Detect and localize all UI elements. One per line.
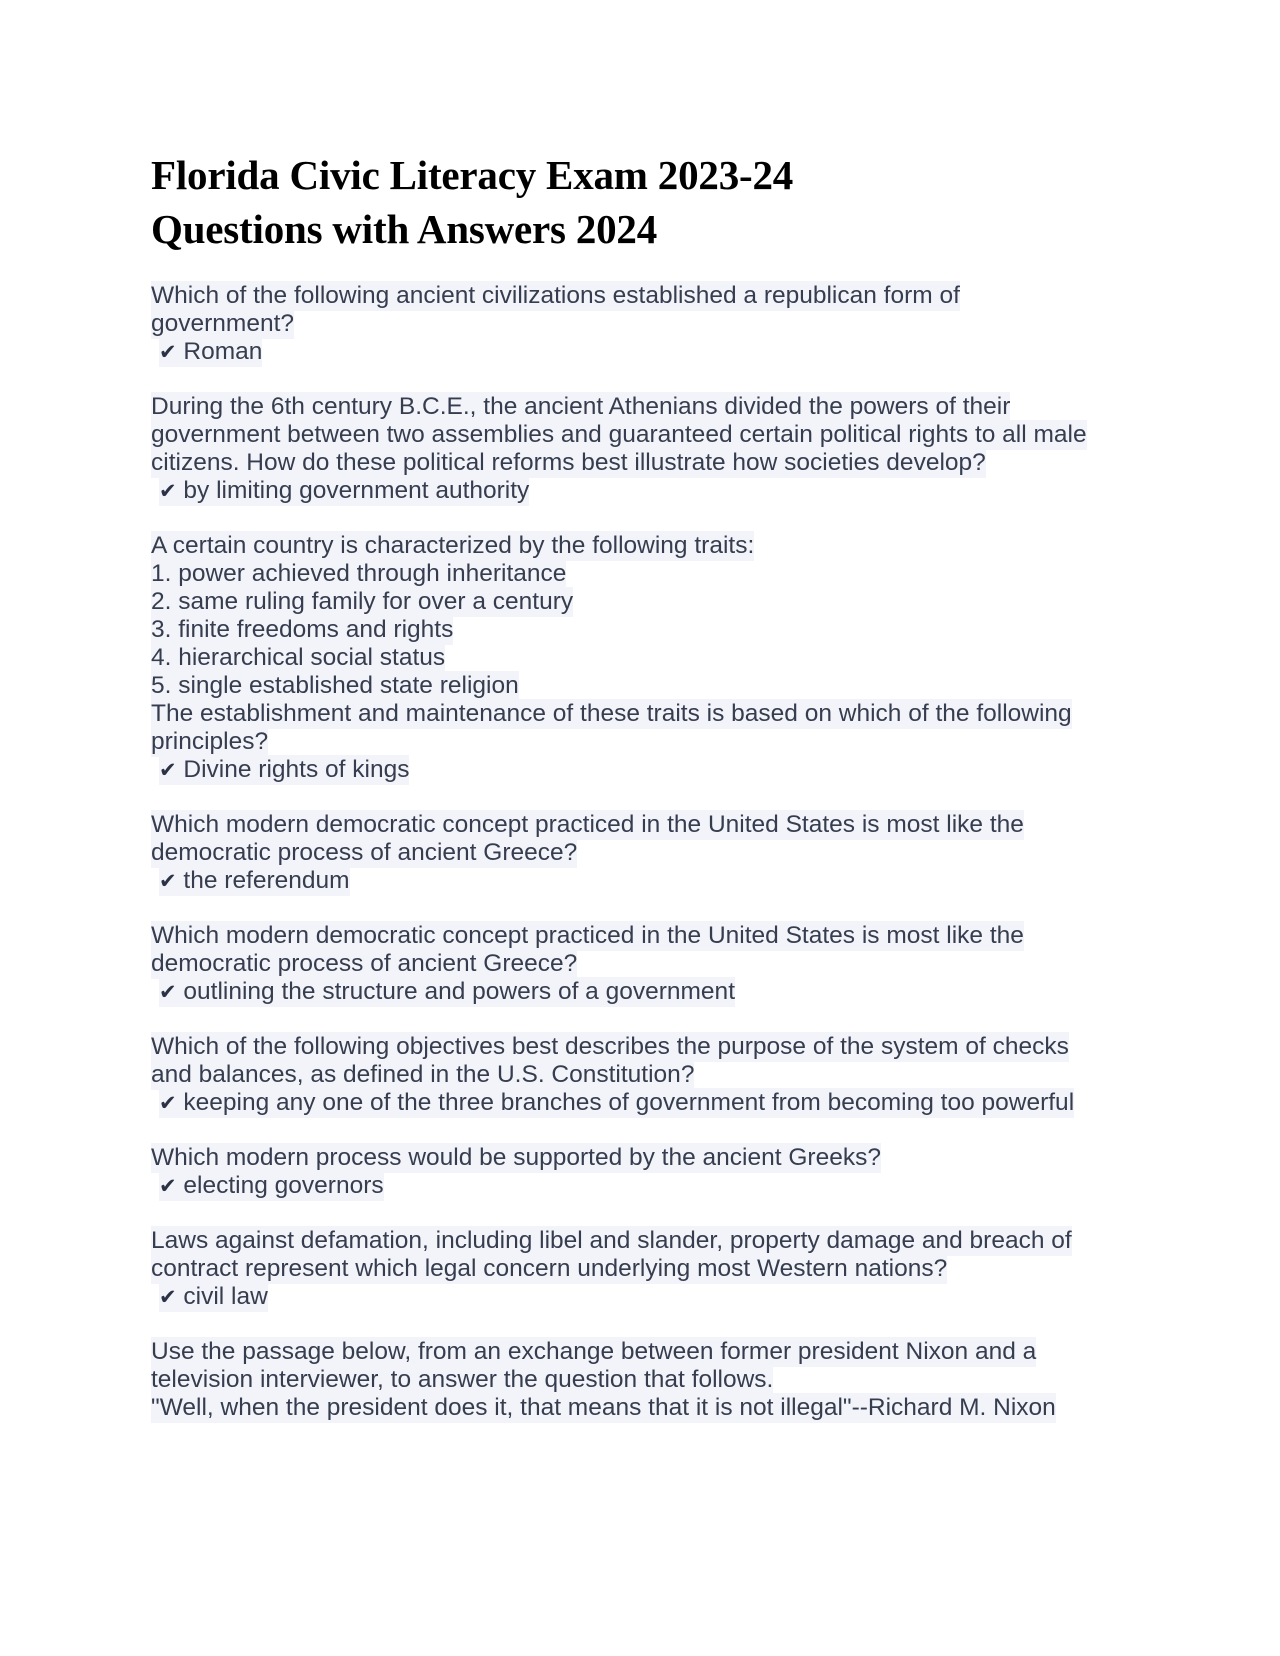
check-icon: ✔ — [159, 340, 177, 364]
qa-block — [151, 811, 1101, 895]
qa-block — [151, 532, 1101, 784]
qa-block — [151, 1338, 1101, 1422]
answer-label: keeping any one of the three branches of government from becoming too powerful — [183, 1089, 1075, 1116]
question-text — [151, 1338, 1101, 1394]
trait-label: 3. finite freedoms and rights — [151, 616, 454, 643]
qa-block — [151, 1033, 1101, 1117]
answer-highlight — [159, 1088, 1074, 1118]
question-text — [151, 1144, 1101, 1172]
question-intro-label: A certain country is characterized by the following traits: — [151, 532, 755, 559]
question-label: Which of the following ancient civilizations established a republican form of government? — [151, 282, 960, 337]
check-icon: ✔ — [159, 1174, 177, 1198]
question-label: Which modern process would be supported by the ancient Greeks? — [151, 1144, 881, 1171]
answer-row — [151, 1283, 1101, 1311]
check-icon: ✔ — [159, 1285, 177, 1309]
question-label: Which modern democratic concept practiced in the United States is most like the democratic process of ancient Greece? — [151, 811, 1024, 866]
trait-item — [151, 672, 1101, 700]
question-label: The establishment and maintenance of these traits is based on which of the following principles? — [151, 700, 1072, 755]
answer-row — [151, 477, 1101, 505]
trait-item — [151, 560, 1101, 588]
answer-row — [151, 338, 1101, 366]
answer-highlight — [159, 977, 735, 1007]
answer-row — [151, 1172, 1101, 1200]
answer-highlight — [159, 755, 409, 785]
question-text — [151, 282, 1101, 338]
answer-highlight — [159, 866, 350, 896]
question-label: Which of the following objectives best describes the purpose of the system of checks and balances, as defined in the U.S. Constitution? — [151, 1033, 1069, 1088]
answer-label: by limiting government authority — [183, 477, 530, 504]
answer-row — [151, 867, 1101, 895]
page-title: Florida Civic Literacy Exam 2023-24 Questions with Answers 2024 — [151, 152, 794, 252]
answer-row — [151, 756, 1101, 784]
question-text — [151, 811, 1101, 867]
quote-label: "Well, when the president does it, that means that it is not illegal"--Richard M. Nixon — [151, 1394, 1056, 1421]
trait-item — [151, 616, 1101, 644]
answer-highlight — [159, 476, 529, 506]
trait-label: 5. single established state religion — [151, 672, 519, 699]
question-label: During the 6th century B.C.E., the ancient Athenians divided the powers of their government between two assemblies and guaranteed certain political rights to all male citizens. How do these political reforms best illustrate how societies develop? — [151, 393, 1087, 476]
answer-label: outlining the structure and powers of a government — [183, 978, 735, 1005]
check-icon: ✔ — [159, 1091, 177, 1115]
trait-label: 1. power achieved through inheritance — [151, 560, 567, 587]
answer-highlight — [159, 1282, 268, 1312]
answer-highlight — [159, 337, 262, 367]
qa-block — [151, 1227, 1101, 1311]
question-text — [151, 700, 1101, 756]
question-label: Which modern democratic concept practiced in the United States is most like the democratic process of ancient Greece? — [151, 922, 1024, 977]
answer-label: electing governors — [183, 1172, 384, 1199]
question-text — [151, 1033, 1101, 1089]
question-label: Use the passage below, from an exchange between former president Nixon and a television interviewer, to answer the question that follows. — [151, 1338, 1037, 1393]
question-text — [151, 922, 1101, 978]
trait-label: 2. same ruling family for over a century — [151, 588, 574, 615]
answer-label: Roman — [183, 338, 263, 365]
answer-label: the referendum — [183, 867, 350, 894]
question-text — [151, 1227, 1101, 1283]
check-icon: ✔ — [159, 479, 177, 503]
document-body — [151, 282, 1101, 1422]
check-icon: ✔ — [159, 980, 177, 1004]
trait-item — [151, 644, 1101, 672]
trait-label: 4. hierarchical social status — [151, 644, 446, 671]
qa-block — [151, 922, 1101, 1006]
answer-row — [151, 978, 1101, 1006]
question-label: Laws against defamation, including libel and slander, property damage and breach of contract represent which legal concern underlying most Western nations? — [151, 1227, 1072, 1282]
qa-block — [151, 282, 1101, 366]
answer-highlight — [159, 1171, 384, 1201]
check-icon: ✔ — [159, 869, 177, 893]
qa-block — [151, 393, 1101, 505]
check-icon: ✔ — [159, 758, 177, 782]
trait-item — [151, 588, 1101, 616]
answer-row — [151, 1089, 1101, 1117]
answer-label: Divine rights of kings — [183, 756, 410, 783]
qa-block — [151, 1144, 1101, 1200]
question-intro — [151, 532, 1101, 560]
quote-text — [151, 1394, 1101, 1422]
question-text — [151, 393, 1101, 477]
answer-label: civil law — [183, 1283, 268, 1310]
